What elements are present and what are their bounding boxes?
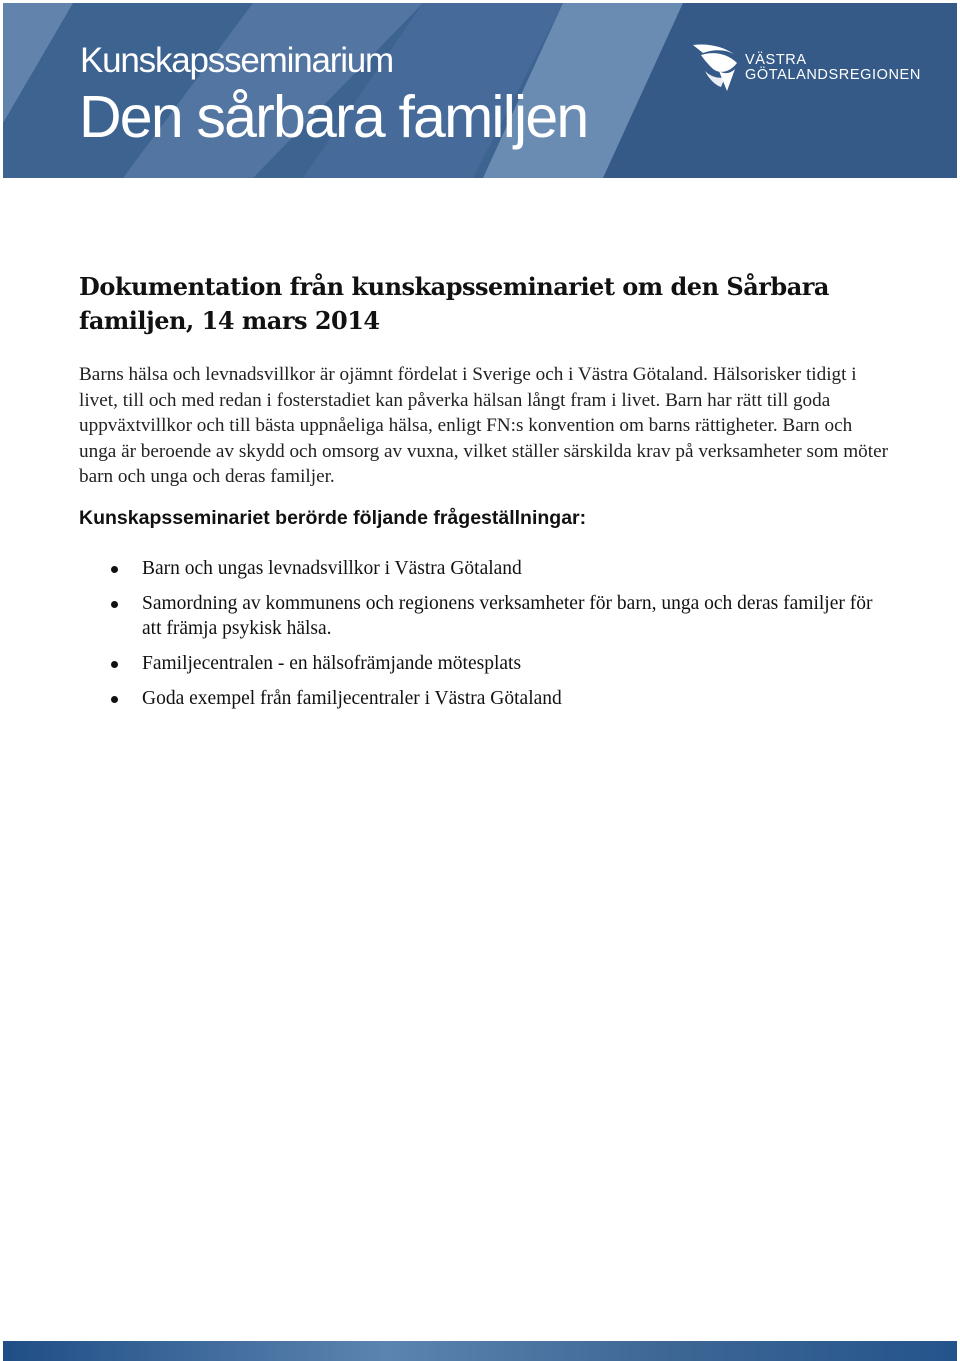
intro-paragraph: Barns hälsa och levnadsvillkor är ojämnt fördelat i Sverige och i Västra Götaland. Hälsorisker tidigt i livet, till och med redan i fosterstadiet kan påverka hälsan långt fram i livet. Barn har rätt till goda uppväxtvillkor och till bästa uppnåeliga hälsa, enligt FN:s konvention om barns rättigheter. Barn och unga är beroende av skydd och omsorg av vuxna, vilket ställer särskilda krav på verksamheter som möter barn och unga och deras familjer.: [79, 364, 889, 487]
bullet-icon: [111, 566, 118, 573]
topic-item: [105, 556, 875, 581]
document-title: Dokumentation från kunskapsseminariet om den Sårbara familjen, 14 mars 2014: [79, 272, 829, 335]
bullet-icon: [111, 661, 118, 668]
seminar-headline: Den sårbara familjen: [79, 84, 588, 150]
header-banner: [3, 3, 957, 178]
topic-text: Samordning av kommunens och regionens verksamheter för barn, unga och deras familjer för att främja psykisk hälsa.: [142, 593, 873, 639]
seminar-kicker: Kunskapsseminarium: [80, 41, 393, 80]
topics-heading: Kunskapsseminariet berörde följande frågeställningar:: [79, 507, 587, 529]
bullet-icon: [111, 601, 118, 608]
topic-item: [105, 686, 875, 711]
topic-item: [105, 591, 875, 641]
logo-text-line1: VÄSTRA: [745, 52, 807, 68]
topic-text: Familjecentralen - en hälsofrämjande mötesplats: [142, 653, 522, 674]
footer-band: [3, 1341, 957, 1361]
topic-item: [105, 651, 875, 676]
topic-text: Barn och ungas levnadsvillkor i Västra Götaland: [142, 558, 522, 579]
topic-text: Goda exempel från familjecentraler i Västra Götaland: [142, 688, 562, 709]
bullet-icon: [111, 696, 118, 703]
topics-list: [105, 556, 875, 721]
logo-text-line2: GÖTALANDSREGIONEN: [745, 67, 921, 83]
